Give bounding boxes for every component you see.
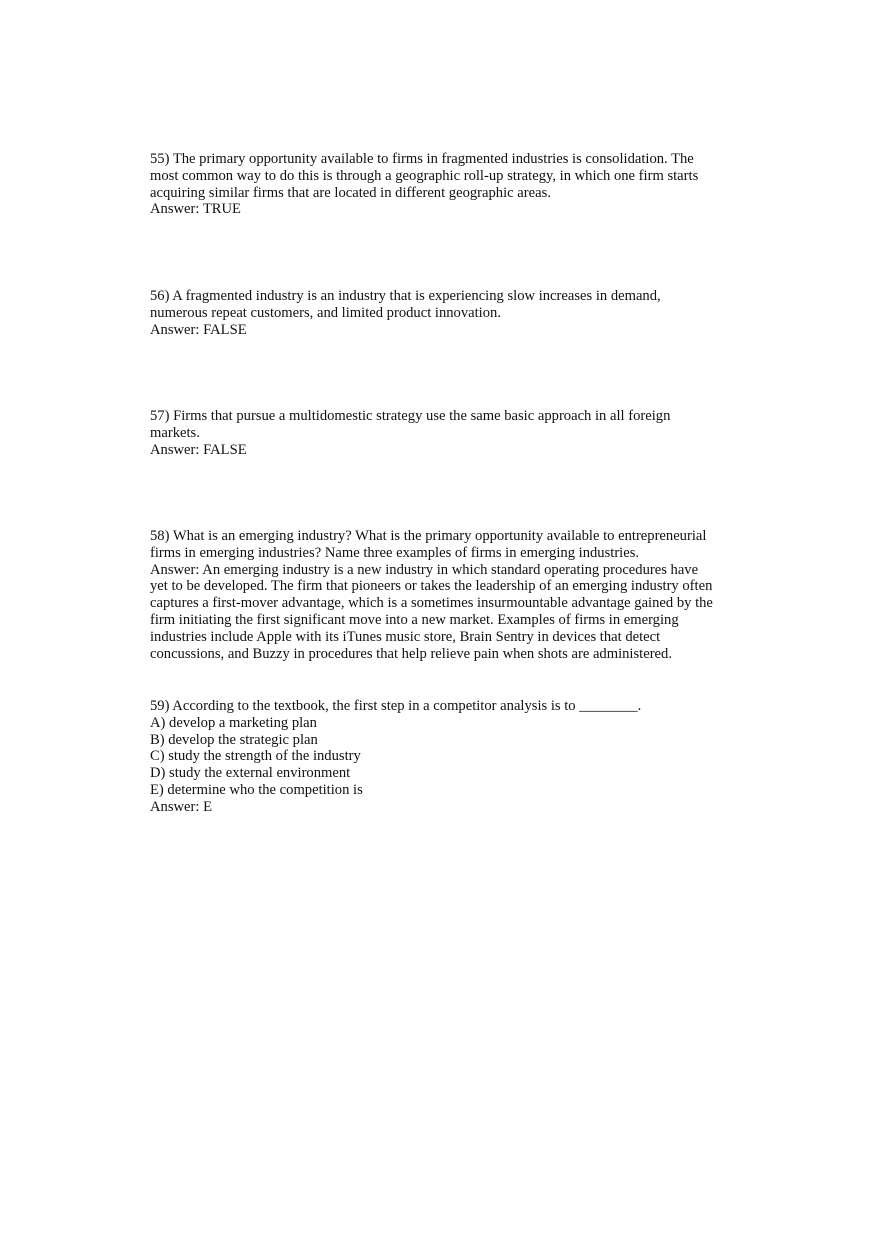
choice-c: C) study the strength of the industry: [150, 748, 361, 765]
question-stem-line: numerous repeat customers, and limited product innovation.: [150, 304, 501, 321]
question-stem-line: 58) What is an emerging industry? What is the primary opportunity available to entrepreneurial: [150, 528, 707, 544]
answer-text-line: Answer: An emerging industry is a new industry in which standard operating procedures have: [150, 561, 699, 578]
question-stem-line: acquiring similar firms that are located in different geographic areas.: [150, 184, 551, 201]
answer-text-line: captures a first-mover advantage, which is a sometimes insurmountable advantage gained by the: [150, 595, 713, 612]
question-55: [150, 151, 735, 218]
choice-e: E) determine who the competition is: [150, 781, 363, 798]
answer-text-line: yet to be developed. The firm that pioneers or takes the leadership of an emerging industry often: [150, 578, 713, 595]
question-stem-line: most common way to do this is through a geographic roll-up strategy, in which one firm starts: [150, 167, 699, 184]
answer-text: Answer: TRUE: [150, 201, 241, 218]
question-stem-line: 55) The primary opportunity available to firms in fragmented industries is consolidation. The: [150, 151, 694, 167]
question-59: [150, 698, 735, 816]
answer-text: Answer: FALSE: [150, 321, 247, 338]
answer-choices: [150, 715, 735, 799]
answer-text-line: firm initiating the first significant move into a new market. Examples of firms in emerging: [150, 611, 679, 628]
answer-text: Answer: E: [150, 798, 213, 815]
question-56: [150, 288, 735, 338]
question-stem-line: 56) A fragmented industry is an industry that is experiencing slow increases in demand,: [150, 288, 661, 304]
answer-text-line: industries include Apple with its iTunes music store, Brain Sentry in devices that detect: [150, 628, 661, 645]
question-stem-line: 59) According to the textbook, the first step in a competitor analysis is to ________.: [150, 698, 642, 714]
choice-d: D) study the external environment: [150, 765, 351, 782]
answer-text: Answer: FALSE: [150, 441, 247, 458]
question-57: [150, 408, 735, 458]
question-stem-line: 57) Firms that pursue a multidomestic strategy use the same basic approach in all foreign: [150, 408, 671, 424]
choice-a: A) develop a marketing plan: [150, 714, 317, 731]
choice-b: B) develop the strategic plan: [150, 731, 318, 748]
answer-text-line: concussions, and Buzzy in procedures that help relieve pain when shots are administered.: [150, 645, 672, 662]
question-58: [150, 528, 735, 662]
question-stem-line: firms in emerging industries? Name three examples of firms in emerging industries.: [150, 544, 640, 561]
question-stem-line: markets.: [150, 424, 200, 441]
